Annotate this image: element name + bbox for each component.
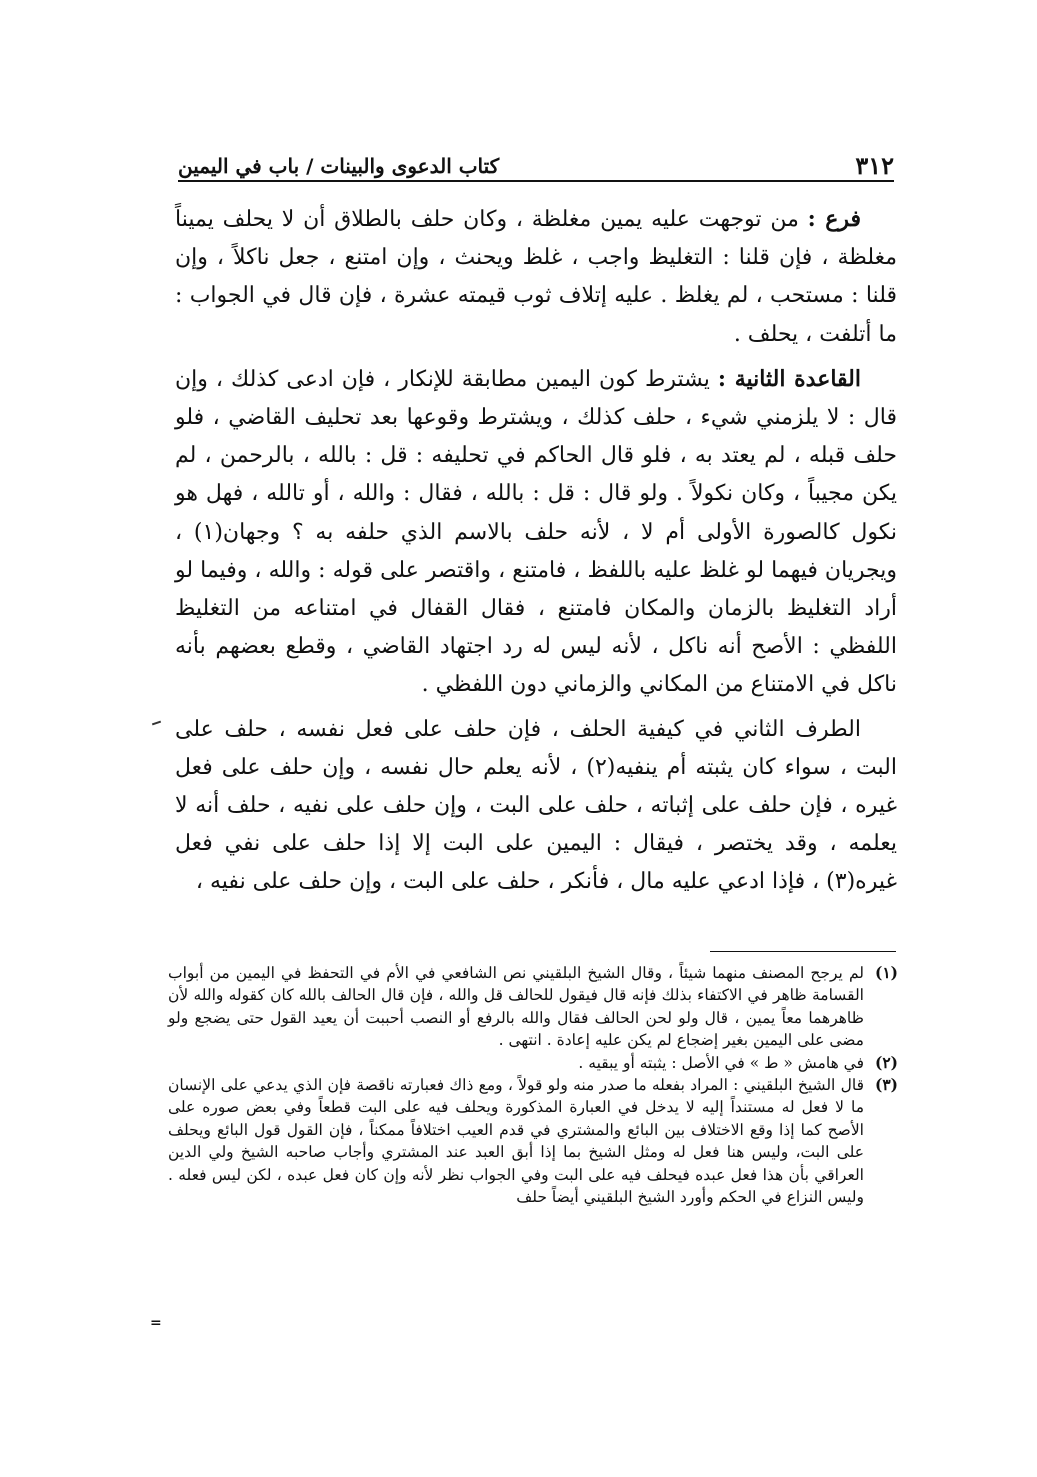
paragraph-branch [175,200,897,354]
page-number: ٣١٢ [855,151,894,180]
paragraph-text: من توجهت عليه يمين مغلظة ، وكان حلف بالطلاق أن لا يحلف يميناً مغلظة ، فإن قلنا : التغليظ واجب ، غلظ ويحنث ، وإن امتنع ، جعل ناكلاً ، وإن قلنا : مستحب ، لم يغلظ . عليه إتلاف ثوب قيمته عشرة ، فإن قال في الجواب : ما أتلفت ، يحلف . [175,207,898,347]
paragraph-second-part [175,711,897,902]
footnote-text: قال الشيخ البلقيني : المراد بفعله ما صدر منه ولو قولاً ، ومع ذاك فعبارته ناقصة فإن الذي يدعي على الإنسان ما لا فعل له مستنداً إليه لا يدخل في العبارة المذكورة ويحلف فيه على البت قطعاً وفي بعض صوره على الأصح كما إذا وقع الاختلاف بين البائع والمشتري في قدم العيب اختلافاً ممكناً ، فإن القول قول البائع ويحلف على البت، وليس هنا فعل له ومثل الشيخ بما إذا أبق العبد عند المشتري وأجاب صاحبه الشيخ ولي الدين العراقي بأن هذا فعل عبده فيحلف فيه على البت وفي الجواب نظر لأنه وإن كان فعل عبده ، لكن ليس فعله . وليس النزاع في الحكم وأورد الشيخ البلقيني أيضاً حلف [168,1076,864,1207]
footnotes [168,962,898,1208]
running-header [178,138,894,178]
continuation-mark: = [150,1315,162,1331]
footnote-number: (١) [874,963,898,982]
header-rule [178,180,894,182]
footnote-number: (٢) [874,1052,898,1072]
main-text [175,200,897,908]
footnote [168,962,898,1052]
paragraph-lead: القاعدة الثانية : [717,365,861,392]
footnote [168,1074,898,1208]
paragraph-lead: فرع : [807,206,862,232]
footnote-text: في هامش « ط » في الأصل : يثبته أو يبقيه . [578,1053,864,1072]
running-title: كتاب الدعوى والبينات / باب في اليمين [178,154,500,178]
paragraph-text: يشترط كون اليمين مطابقة للإنكار ، فإن ادعى كذلك ، وإن قال : لا يلزمني شيء ، حلف كذلك ، ويشترط وقوعها بعد تحليف القاضي ، فلو حلف قبله ، لم يعتد به ، فلو قال الحاكم في تحليفه : قل : بالله ، بالرحمن ، لم يكن مجيباً ، وكان نكولاً . ولو قال : قل : بالله ، فقال : والله ، أو تالله ، فهل هو نكول كالصورة الأولى أم لا ، لأنه حلف بالاسم الذي حلفه به ؟ وجهان(١) ، ويجريان فيهما لو غلظ عليه باللفظ ، فامتنع ، واقتصر على قوله : والله ، وفيما لو أراد التغليظ بالزمان والمكان فامتنع ، فقال القفال في امتناعه من التغليظ اللفظي : الأصح أنه ناكل ، لأنه ليس له رد اجتهاد القاضي ، وقطع بعضهم بأنه ناكل في الامتناع من المكاني والزماني دون اللفظي . [175,366,897,698]
paragraph-text: الطرف الثاني في كيفية الحلف ، فإن حلف على فعل نفسه ، حلف على البت ، سواء كان يثبته أم ينفيه(٢) ، لأنه يعلم حال نفسه ، وإن حلف على فعل غيره ، فإن حلف على إثباته ، حلف على البت ، وإن حلف على نفيه ، حلف أنه لا يعلمه ، وقد يختصر ، فيقال : اليمين على البت إلا إذا حلف على نفي فعل غيره(٣) ، فإذا ادعي عليه مال ، فأنكر ، حلف على البت ، وإن حلف على نفيه ، [175,716,897,895]
paragraph-second-rule [175,360,897,705]
margin-mark [152,721,161,726]
footnote-text: لم يرجح المصنف منهما شيئاً ، وقال الشيخ البلقيني نص الشافعي في الأم في التحفظ في اليمين من أبواب القسامة ظاهر في الاكتفاء بذلك فإنه قال فيقول للحالف قل والله ، فإن قال الحالف بالله كان كقوله والله لأن ظاهرهما معاً يمين ، قال ولو لحن الحالف فقال والله بالرفع أو النصب أحببت أن يعيد القول حتى يضجع ولو مضى على اليمين بغير إضجاع لم يكن عليه إعادة . انتهى . [168,964,864,1050]
footnote-number: (٣) [874,1075,898,1095]
footnote [168,1052,898,1074]
footnote-rule [710,951,896,952]
